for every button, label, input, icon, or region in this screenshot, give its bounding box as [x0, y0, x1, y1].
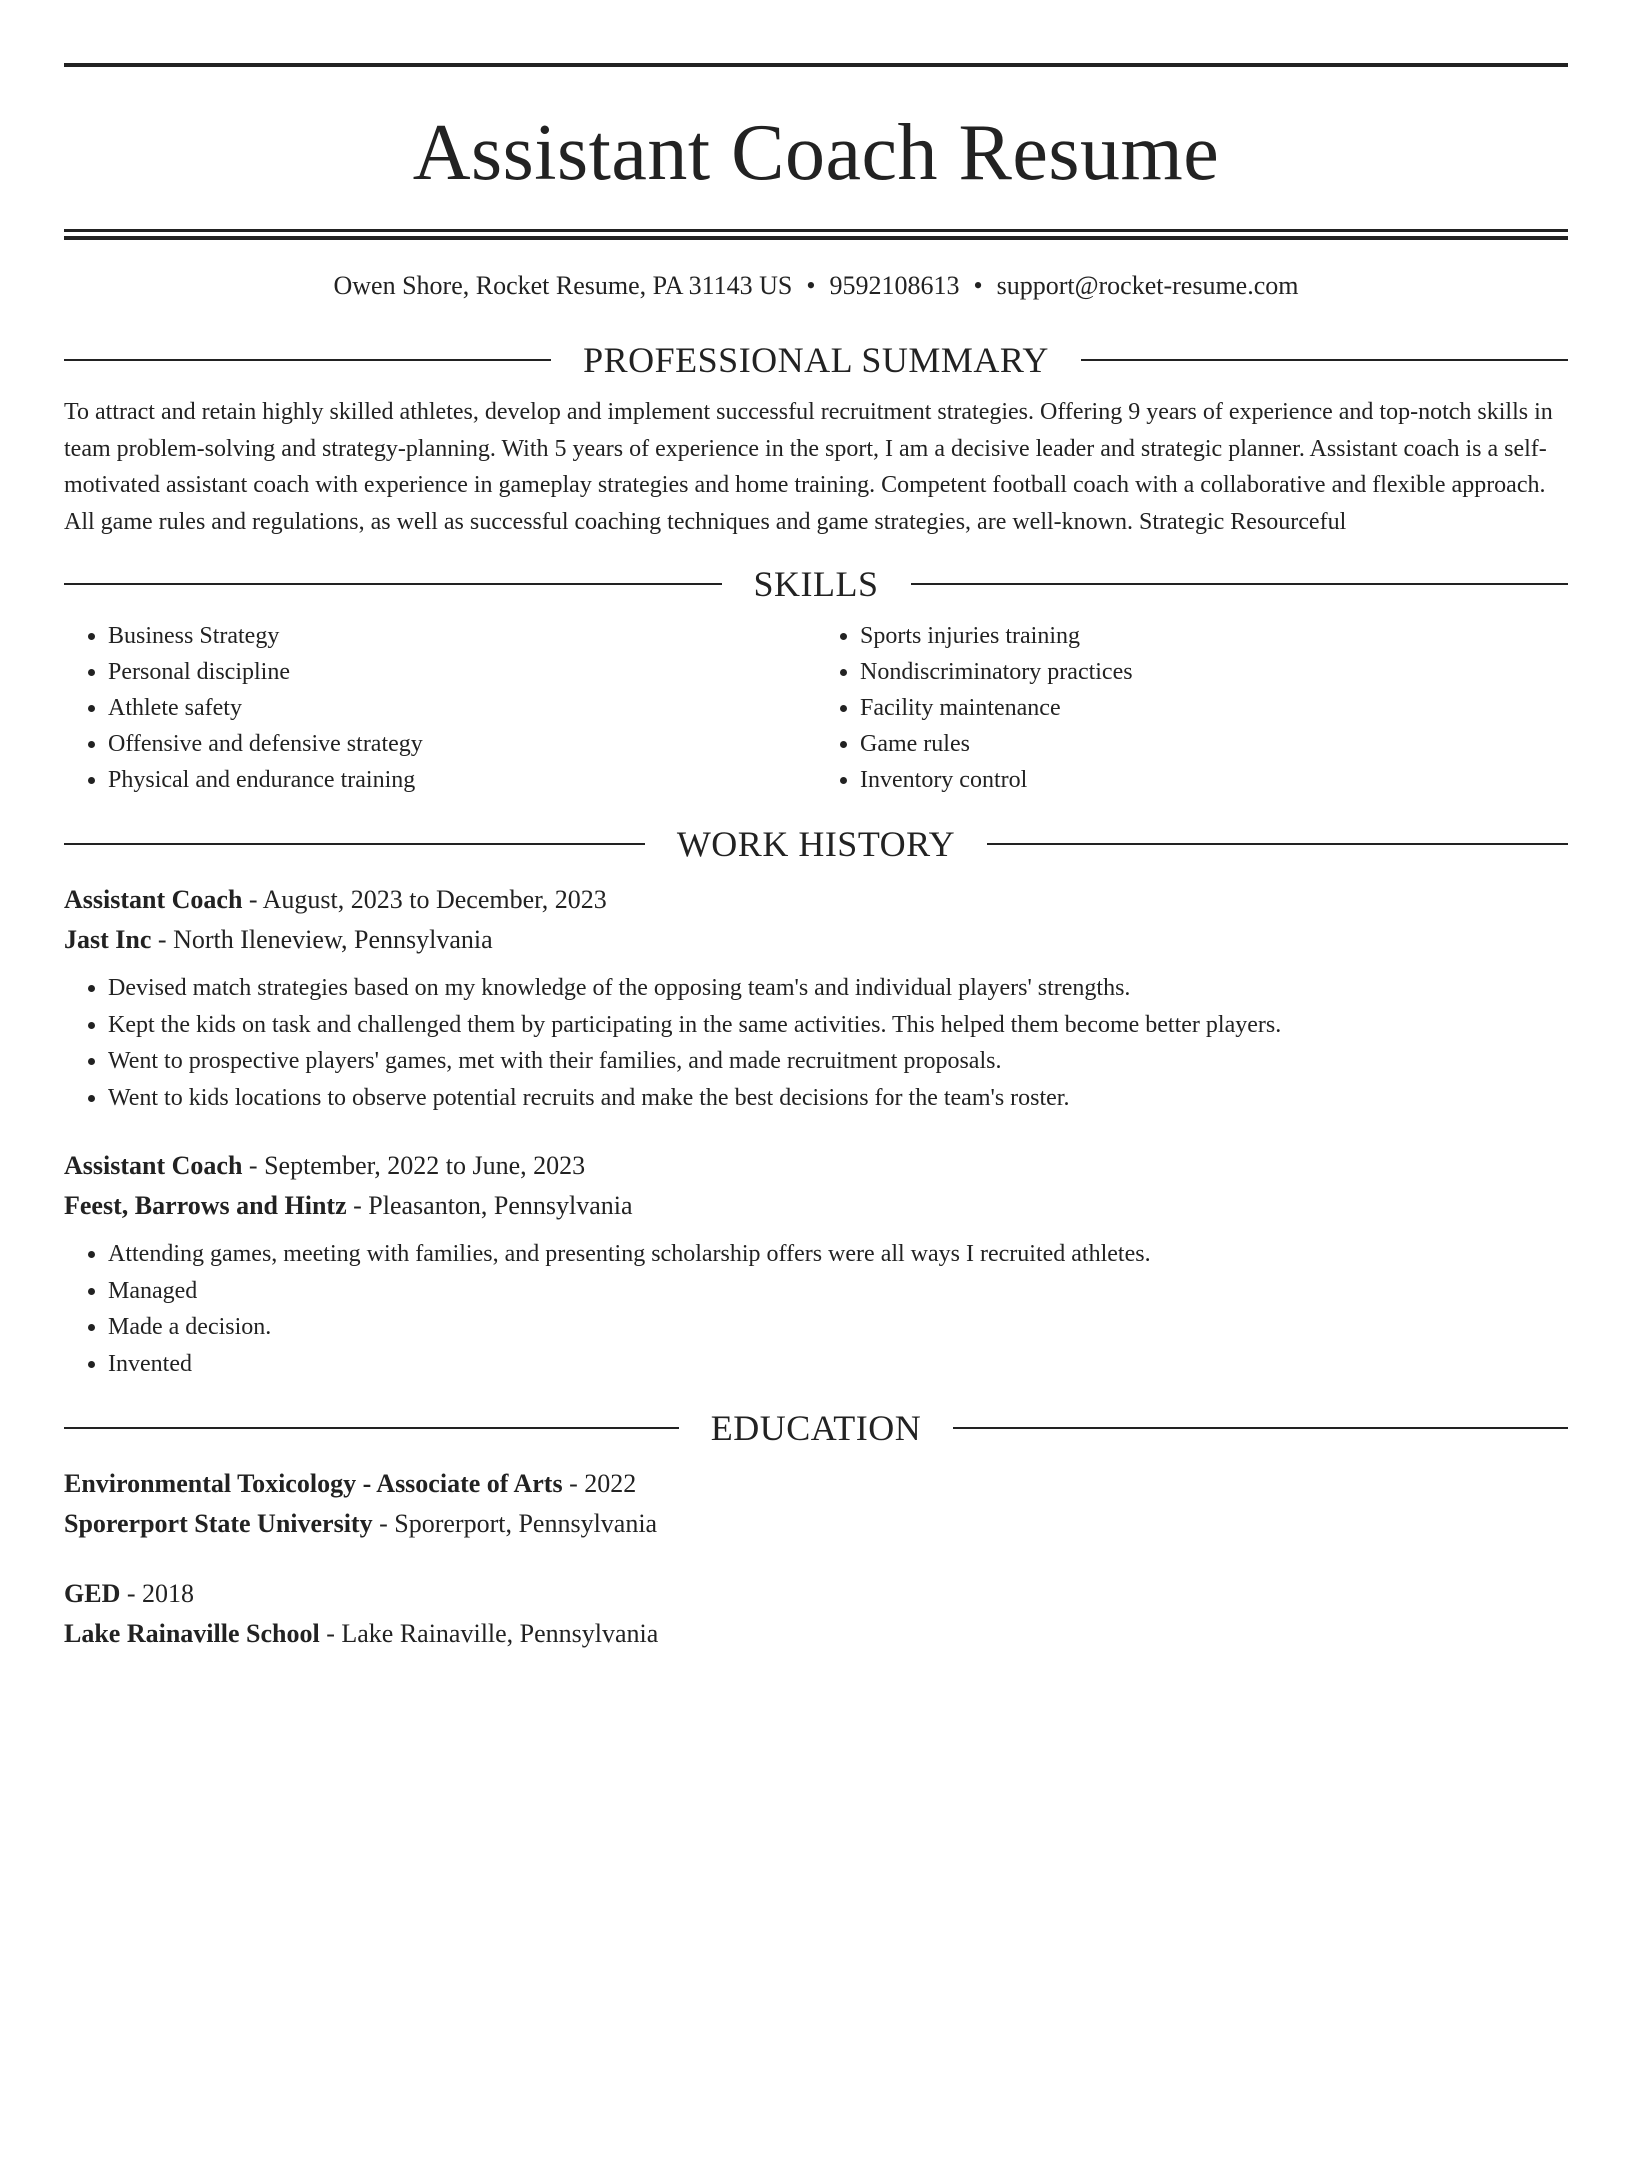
job-bullet: • Invented [108, 1346, 1568, 1383]
job-company: Feest, Barrows and Hintz [64, 1191, 347, 1220]
job-company: Jast Inc [64, 925, 152, 954]
contact-separator: • [973, 271, 983, 300]
skill-item: • Sports injuries training [860, 618, 1568, 654]
skill-item: • Physical and endurance training [108, 762, 816, 798]
section-title: PROFESSIONAL SUMMARY [583, 340, 1049, 380]
education-location: - Lake Rainaville, Pennsylvania [319, 1619, 659, 1648]
skills-section-heading [64, 562, 1568, 606]
section-title: WORK HISTORY [676, 824, 956, 864]
education-year: - 2018 [120, 1579, 195, 1608]
education-section-heading [64, 1406, 1568, 1450]
education-school-line [64, 1614, 1568, 1654]
heading-rule-left [64, 583, 722, 585]
job-company-line [64, 1186, 1568, 1226]
heading-rule-left [64, 843, 645, 845]
job-company-line [64, 920, 1568, 960]
skill-item: • Facility maintenance [860, 690, 1568, 726]
summary-text: To attract and retain highly skilled athletes, develop and implement successful recruitment strategies. Offering 9 years of experience and top-notch skills in team problem-solving and strategy-planning. With 5 years of experience in the sport, I am a decisive leader and strategic planner. Assistant coach is a self-motivated assistant coach with experience in gameplay strategies and home training. Competent football coach with a collaborative and flexible approach. All game rules and regulations, as well as successful coaching techniques and game strategies, are well-known. Strategic Resourceful [64, 399, 1553, 535]
job-title: Assistant Coach [64, 885, 243, 914]
summary-section-heading [64, 338, 1568, 382]
section-title: EDUCATION [710, 1408, 922, 1448]
contact-phone: 9592108613 [829, 271, 960, 300]
job-bullet: • Attending games, meeting with families, and presenting scholarship offers were all ways I recruited athletes. [108, 1236, 1568, 1273]
contact-email: support@rocket-resume.com [996, 271, 1299, 300]
top-rule [64, 63, 1568, 67]
job-bullet: • Made a decision. [108, 1309, 1568, 1346]
job-entry [64, 1146, 1568, 1382]
skills-column-left [64, 618, 816, 798]
job-title-line [64, 1146, 1568, 1186]
education-school-line [64, 1504, 1568, 1544]
heading-rule-left [64, 359, 551, 361]
job-title: Assistant Coach [64, 1151, 243, 1180]
heading-rule-right [911, 583, 1569, 585]
resume-page [0, 63, 1632, 2175]
contact-line [64, 268, 1568, 304]
contact-address: Owen Shore, Rocket Resume, PA 31143 US [333, 271, 793, 300]
heading-rule-right [987, 843, 1568, 845]
skill-item: • Athlete safety [108, 690, 816, 726]
education-degree: GED [64, 1579, 121, 1608]
skills-column-right [816, 618, 1568, 798]
work-section-heading [64, 822, 1568, 866]
page-title: Assistant Coach Resume [412, 109, 1220, 197]
heading-rule-right [1081, 359, 1568, 361]
job-title-line [64, 880, 1568, 920]
skill-item: • Business Strategy [108, 618, 816, 654]
heading-rule-right [953, 1427, 1568, 1429]
education-degree-line [64, 1574, 1568, 1614]
section-title: SKILLS [753, 564, 879, 604]
job-bullets [64, 1236, 1568, 1382]
job-location: - Pleasanton, Pennsylvania [346, 1191, 633, 1220]
skills-list [64, 618, 1568, 798]
job-dates: - September, 2022 to June, 2023 [242, 1151, 586, 1180]
job-location: - North Ileneview, Pennsylvania [151, 925, 493, 954]
skill-item: • Game rules [860, 726, 1568, 762]
skill-item: • Offensive and defensive strategy [108, 726, 816, 762]
skill-item: • Nondiscriminatory practices [860, 654, 1568, 690]
education-school: Sporerport State University [64, 1509, 373, 1538]
job-bullets [64, 970, 1568, 1116]
education-year: - 2022 [562, 1469, 637, 1498]
job-bullet: • Devised match strategies based on my knowledge of the opposing team's and individual players' strengths. [108, 970, 1568, 1007]
education-school: Lake Rainaville School [64, 1619, 320, 1648]
job-bullet: • Managed [108, 1273, 1568, 1310]
education-entry [64, 1464, 1568, 1544]
contact-separator: • [806, 271, 816, 300]
education-degree: Environmental Toxicology - Associate of Arts [64, 1469, 563, 1498]
job-dates: - August, 2023 to December, 2023 [242, 885, 607, 914]
job-bullet: • Kept the kids on task and challenged them by participating in the same activities. This helped them become better players. [108, 1007, 1568, 1044]
job-entry [64, 880, 1568, 1116]
skill-item: • Inventory control [860, 762, 1568, 798]
education-entry [64, 1574, 1568, 1654]
heading-rule-left [64, 1427, 679, 1429]
title-double-rule [64, 229, 1568, 240]
job-bullet: • Went to kids locations to observe potential recruits and make the best decisions for the team's roster. [108, 1080, 1568, 1117]
job-bullet: • Went to prospective players' games, met with their families, and made recruitment proposals. [108, 1043, 1568, 1080]
education-degree-line [64, 1464, 1568, 1504]
skill-item: • Personal discipline [108, 654, 816, 690]
education-location: - Sporerport, Pennsylvania [372, 1509, 658, 1538]
